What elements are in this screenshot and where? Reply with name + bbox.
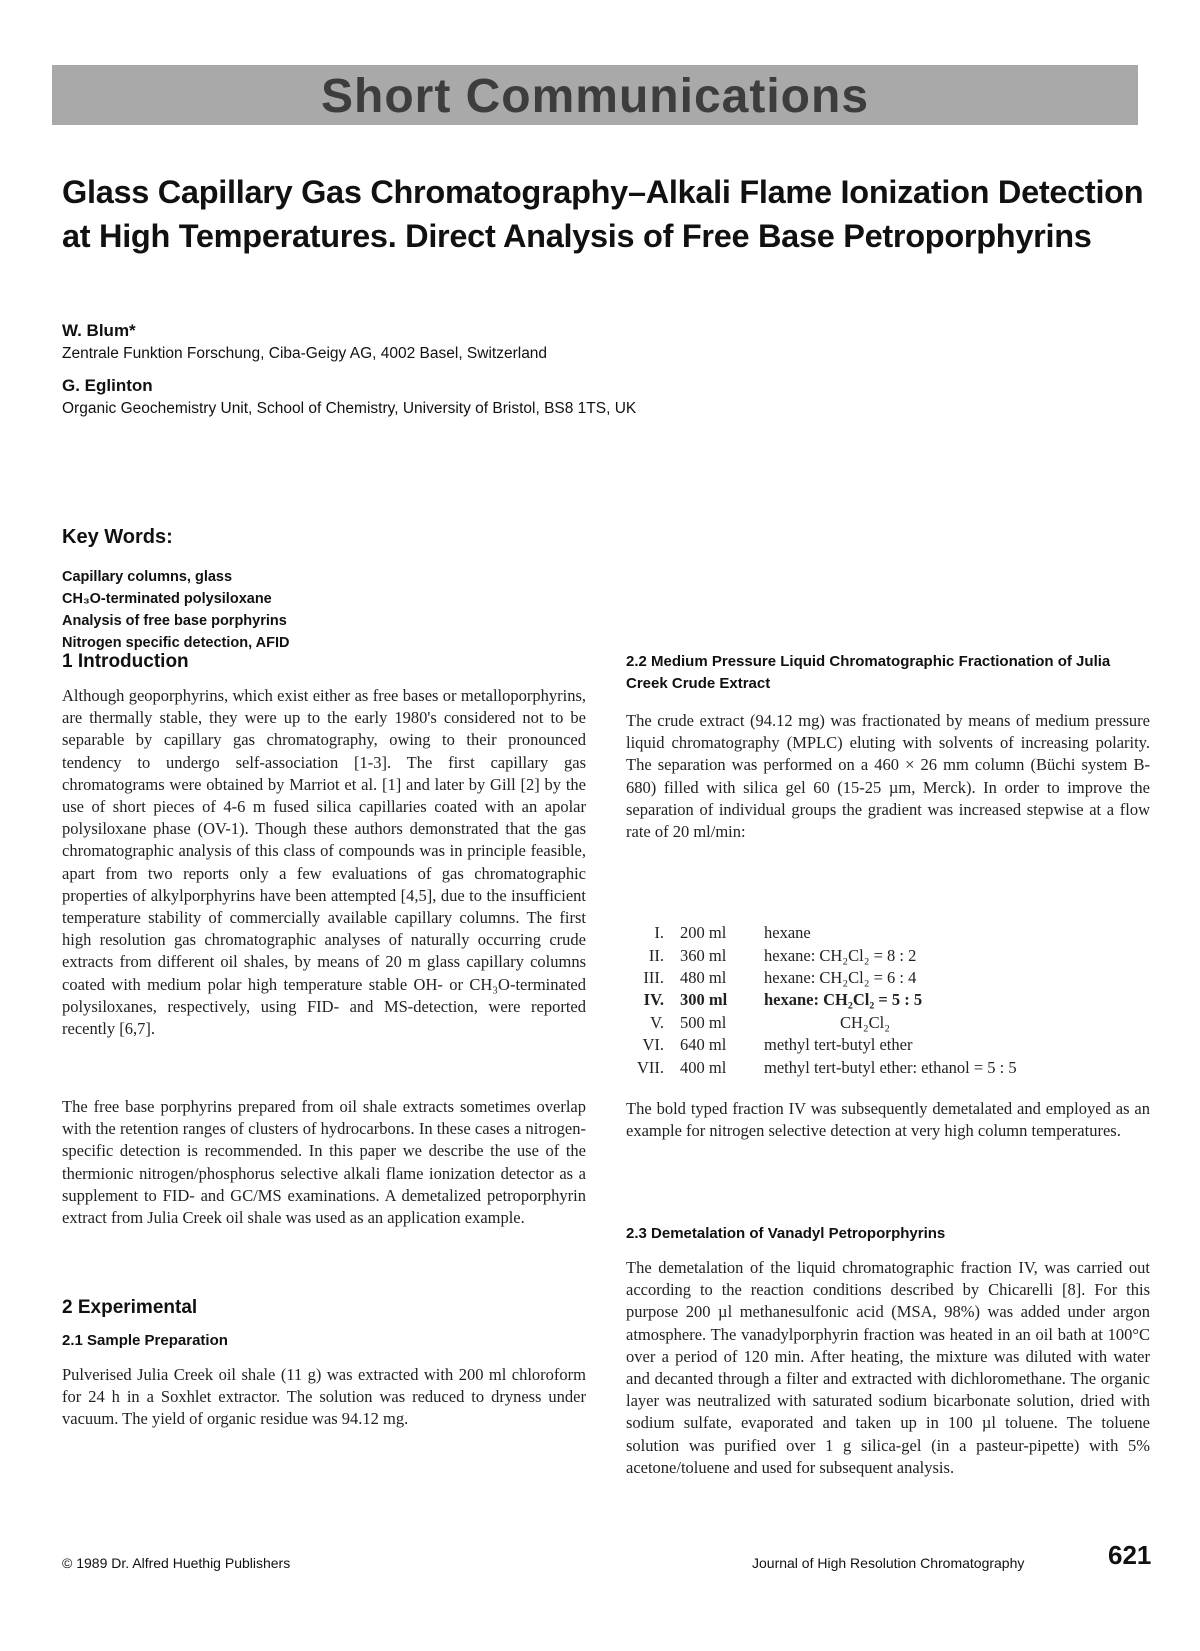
author-affiliation: Organic Geochemistry Unit, School of Chemistry, University of Bristol, BS8 1TS, UK (62, 400, 637, 417)
author-affiliation: Zentrale Funktion Forschung, Ciba-Geigy AG, 4002 Basel, Switzerland (62, 345, 548, 362)
fraction-number: VI. (642, 1035, 664, 1055)
fraction-volume: 360 ml (680, 945, 727, 965)
sample-preparation-heading: 2.1 Sample Preparation (62, 1332, 228, 1349)
fraction-solvent: methyl tert-butyl ether (764, 1035, 913, 1055)
fraction-volume: 640 ml (680, 1035, 727, 1055)
fraction-number: II. (648, 945, 664, 965)
fractions-table (630, 922, 1025, 1079)
fraction-volume: 500 ml (680, 1012, 727, 1032)
fraction-row (630, 1034, 1025, 1056)
journal-name: Journal of High Resolution Chromatography (752, 1555, 1025, 1571)
fraction-solvent: hexane (764, 923, 811, 943)
demetalation-text: The demetalation of the liquid chromatographic fraction IV, was carried out according to the reaction conditions described by Chicarelli [8]. For this purpose 200 µl methanesulfonic acid (MSA, 98%) was added under argon atmosphere. The vanadylporphyrin fraction was heated in an oil bath at 100°C over a period of 120 min. After heating, the mixture was diluted with water and decanted through a filter and extracted with dichloromethane. The organic layer was neutralized with saturated sodium bicarbonate solution, dried with sodium sulfate, evaporated and taken up in 100 µl toluene. The toluene solution was purified over 1 g silica-gel (in a pasteur-pipette) with 5% acetone/toluene and used for subsequent analysis. (626, 1258, 1150, 1477)
fraction-row (630, 1012, 1025, 1034)
introduction-paragraph: Although geoporphyrins, which exist either as free bases or metalloporphyrins, are thermally stable, they were up to the early 1980's considered not to be separable by capillary gas chromatography, owing to their pronounced tendency to undergo self-association [1-3]. The first capillary gas chromatograms were obtained by Marriot et al. [1] and later by Gill [2] by the use of short pieces of 4-6 m fused silica capillaries coated with an apolar polysiloxane phase (OV-1). Though these authors demonstrated that the gas chromatographic analysis of this class of compounds was in principle feasible, apart from two reports only a few evaluations of gas chromatographic properties of alkylporphyrins have been attempted [4,5], due to the insufficient temperature stability of commercially available capillary columns. The first high resolution gas chromatographic analyses of naturally occurring crude extracts from different oil shales, by means of 20 m glass capillary columns coated with medium polar high temperature stable OH- or CH₃O-terminated polysiloxanes, respectively, using FID- and MS-detection, were reported recently [6,7]. (62, 686, 586, 1039)
mplc-text: The crude extract (94.12 mg) was fractionated by means of medium pressure liquid chromatography (MPLC) eluting with solvents of increasing polarity. The separation was performed on a 460 × 26 mm column (Büchi system B-680) filled with silica gel 60 (15-25 µm, Merck). In order to improve the separation of individual groups the gradient was increased stepwise at a flow rate of 20 ml/min: (626, 711, 1150, 842)
fraction-number: III. (643, 967, 664, 987)
author-name: G. Eglinton (62, 376, 153, 395)
fraction-volume: 200 ml (680, 923, 727, 943)
fraction-volume: 400 ml (680, 1057, 727, 1077)
fraction-number: IV. (643, 990, 664, 1010)
author-name: W. Blum* (62, 321, 136, 340)
fraction-solvent: CH₂Cl₂ (840, 1012, 891, 1032)
fraction-row (630, 922, 1025, 944)
demetalation-heading: 2.3 Demetalation of Vanadyl Petroporphyrins (626, 1225, 946, 1242)
fraction-row (630, 1056, 1025, 1078)
keywords-heading: Key Words: (62, 526, 173, 548)
keywords-list (62, 566, 289, 654)
fraction-row (630, 967, 1025, 989)
keyword-item: Analysis of free base porphyrins (62, 613, 287, 629)
mplc-heading: 2.2 Medium Pressure Liquid Chromatographic Fractionation of Julia Creek Crude Extract (626, 653, 1111, 692)
fraction-volume: 300 ml (680, 990, 728, 1010)
mplc-followup-text: The bold typed fraction IV was subsequently demetalated and employed as an example for nitrogen selective detection at very high column temperatures. (626, 1099, 1150, 1141)
banner-title: Short Communications (320, 70, 870, 123)
fraction-volume: 480 ml (680, 967, 727, 987)
fraction-number: V. (650, 1012, 664, 1032)
introduction-paragraph: The free base porphyrins prepared from oil shale extracts sometimes overlap with the retention ranges of clusters of hydrocarbons. In these cases a nitrogen-specific detection is recommended. In this paper we describe the use of the thermionic nitrogen/phosphorus selective alkali flame ionization detector as a supplement to FID- and GC/MS examinations. A demetalized petroporphyrin extract from Julia Creek oil shale was used as an application example. (62, 1097, 586, 1228)
section-banner (52, 65, 1138, 125)
keyword-item: Nitrogen specific detection, AFID (62, 635, 290, 651)
fraction-row-selected (630, 989, 1025, 1011)
sample-preparation-text: Pulverised Julia Creek oil shale (11 g) was extracted with 200 ml chloroform for 24 h in a Soxhlet extractor. The solution was reduced to dryness under vacuum. The yield of organic residue was 94.12 mg. (62, 1365, 586, 1429)
fraction-solvent: methyl tert-butyl ether: ethanol = 5 : 5 (764, 1057, 1017, 1077)
fraction-row (630, 944, 1025, 966)
fraction-number: VII. (636, 1057, 664, 1077)
fraction-solvent: hexane: CH₂Cl₂ = 8 : 2 (764, 945, 917, 965)
introduction-heading: 1 Introduction (62, 651, 189, 672)
fraction-solvent: hexane: CH₂Cl₂ = 5 : 5 (764, 990, 923, 1010)
article-title: Glass Capillary Gas Chromatography–Alkali Flame Ionization Detection at High Temperatures. Direct Analysis of Free Base Petroporphyrins (62, 174, 1144, 254)
copyright-notice: © 1989 Dr. Alfred Huethig Publishers (62, 1555, 291, 1571)
keyword-item: Capillary columns, glass (62, 569, 233, 585)
fraction-number: I. (654, 923, 664, 943)
page-number: 621 (1108, 1540, 1152, 1570)
keyword-item: CH₃O-terminated polysiloxane (62, 591, 272, 607)
fraction-solvent: hexane: CH₂Cl₂ = 6 : 4 (764, 967, 917, 987)
experimental-heading: 2 Experimental (62, 1297, 198, 1318)
